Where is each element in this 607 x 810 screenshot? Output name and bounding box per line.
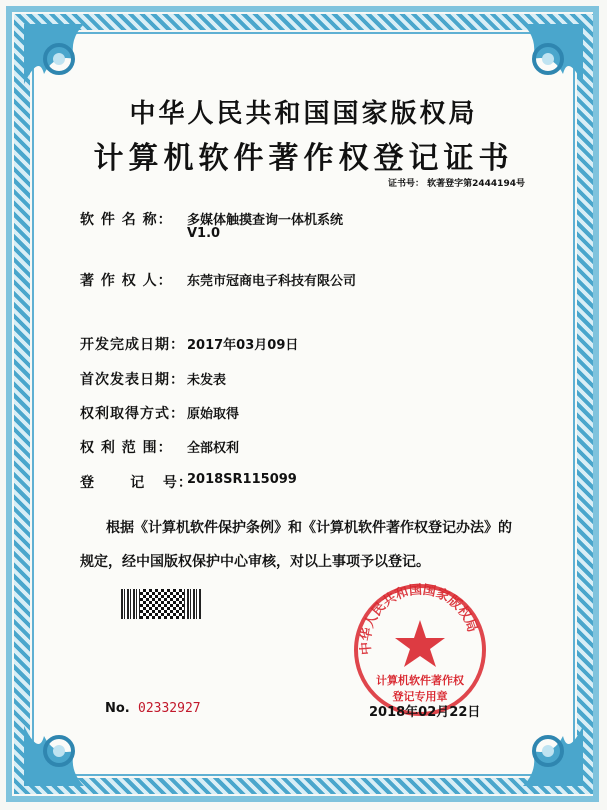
issue-date: 2018年02月22日 — [369, 705, 481, 720]
field-value-acquisition-method: 原始取得 — [187, 407, 240, 422]
seal-outer-text: 中华人民共和国国家版权局 — [358, 582, 480, 656]
field-label-publication-date: 首次发表日期： — [80, 372, 185, 388]
field-value-software-name: 多媒体触摸查询一体机系统 — [187, 213, 344, 228]
serial-number: 02332927 — [138, 701, 201, 716]
official-seal — [350, 580, 490, 720]
field-value-software-version: V1.0 — [187, 226, 221, 241]
field-label-completion-date: 开发完成日期： — [80, 337, 185, 353]
serial-number-label: No. — [105, 701, 130, 716]
field-label-rights-scope: 权 利 范 围： — [80, 440, 173, 456]
statement-line-1: 根据《计算机软件保护条例》和《计算机软件著作权登记办法》的 — [106, 520, 512, 536]
corner-ornament-icon — [473, 676, 593, 796]
field-value-publication-date: 未发表 — [187, 373, 227, 388]
field-value-copyright-owner: 东莞市冠商电子科技有限公司 — [187, 274, 357, 289]
issuing-authority: 中华人民共和国国家版权局 — [129, 99, 478, 129]
statement-line-2: 规定，经中国版权保护中心审核，对以上事项予以登记。 — [80, 554, 430, 570]
field-label-acquisition-method: 权利取得方式： — [80, 406, 185, 422]
corner-ornament-icon — [14, 676, 134, 796]
certificate-title: 计算机软件著作权登记证书 — [93, 141, 514, 176]
seal-line-1: 计算机软件著作权 — [376, 674, 464, 687]
field-value-rights-scope: 全部权利 — [187, 441, 240, 456]
certificate-number: 证书号： 软著登字第2444194号 — [388, 179, 525, 189]
field-value-registration-number: 2018SR115099 — [187, 472, 297, 487]
field-label-copyright-owner: 著 作 权 人： — [80, 273, 173, 289]
field-label-software-name: 软 件 名 称： — [80, 212, 173, 228]
field-value-completion-date: 2017年03月09日 — [187, 338, 299, 353]
star-icon — [395, 620, 445, 667]
seal-line-2: 登记专用章 — [392, 690, 448, 703]
qr-code-icon — [140, 589, 184, 619]
field-label-registration-number: 登 记 号： — [80, 475, 193, 491]
